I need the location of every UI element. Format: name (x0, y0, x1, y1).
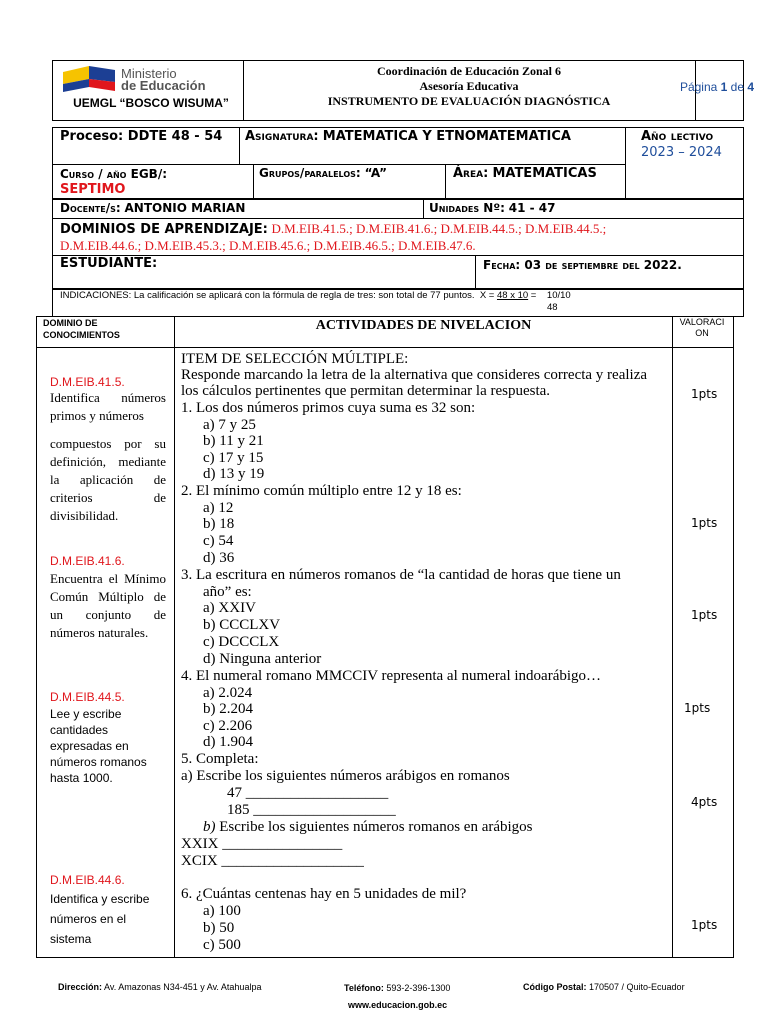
area-value: MATEMATICAS (492, 166, 597, 181)
q6-option-c[interactable]: c) 500 (203, 937, 241, 953)
instructions-line2: los cálculos pertinentes que permitan determinar la respuesta. (181, 383, 551, 399)
q3-option-d[interactable]: d) Ninguna anterior (203, 651, 322, 667)
q1-option-d[interactable]: d) 13 y 19 (203, 466, 265, 482)
points-q5: 4pts (691, 795, 718, 809)
q2-option-d[interactable]: d) 36 (203, 550, 235, 566)
formula-result: 10/10 (546, 290, 571, 301)
domain-code-44-6: D.M.EIB.44.6. (50, 873, 125, 887)
points-q2: 1pts (691, 516, 718, 530)
title-line-3: INSTRUMENTO DE EVALUACIÓN DIAGNÓSTICA (327, 94, 611, 108)
q2-option-c[interactable]: c) 54 (203, 533, 234, 549)
q5a-185-blank[interactable]: 185 ___________________ (227, 802, 396, 818)
page-number: 1 (720, 80, 728, 94)
question-5b: b) Escribe los siguientes números romanos en arábigos (203, 819, 533, 835)
q1-option-c[interactable]: c) 17 y 15 (203, 450, 264, 466)
indicaciones-row (52, 288, 744, 317)
page-total: 4 (747, 80, 755, 94)
domain-text-41-6: Encuentra el Mínimo Común Múltiplo de un conjunto de números naturales. (50, 571, 166, 640)
anio-value: 2023 – 2024 (641, 145, 722, 160)
unidades-label: Unidades Nº: (429, 201, 505, 215)
question-3-line1: 3. La escritura en números romanos de “la cantidad de horas que tiene un (181, 567, 621, 583)
asignatura-value: MATEMATICA Y ETNOMATEMATICA (322, 129, 571, 144)
domain-text-41-5-cont: compuestos por su definición, mediante la aplicación de criterios de divisibilidad. (50, 436, 166, 523)
formula-denominator: 48 (547, 302, 558, 313)
domain-text-44-5: Lee y escribe cantidades expresadas en números romanos hasta 1000. (50, 707, 147, 785)
ministry-logo-icon (61, 64, 119, 94)
q5b-xxix-blank[interactable]: XXIX ________________ (181, 836, 343, 852)
q6-option-a[interactable]: a) 100 (203, 903, 241, 919)
domain-text-44-6: Identifica y escribe números en el sistema (50, 892, 150, 946)
points-q1: 1pts (691, 387, 718, 401)
q4-option-c[interactable]: c) 2.206 (203, 718, 253, 734)
proceso-value: DDTE 48 - 54 (127, 129, 223, 144)
page-prefix: Página (679, 80, 721, 94)
q3-option-b[interactable]: b) CCCLXV (203, 617, 281, 633)
docente-row (52, 199, 744, 219)
item-title: ITEM DE SELECCIÓN MÚLTIPLE: (181, 351, 409, 367)
q5b-xcix-blank[interactable]: XCIX ___________________ (181, 853, 364, 869)
area-label: Área: (453, 166, 489, 181)
footer-website[interactable]: www.educacion.gob.ec (348, 1000, 448, 1010)
logo-text-line2: de Educación (121, 78, 206, 93)
points-q4: 1pts (684, 701, 711, 715)
points-q3: 1pts (691, 608, 718, 622)
grupos-label: Grupos/paralelos: (259, 166, 361, 180)
domain-code-44-5: D.M.EIB.44.5. (50, 690, 125, 704)
page-of: de (727, 80, 748, 94)
question-3-line2: año” es: (203, 584, 252, 600)
info-block-top (52, 127, 744, 199)
q4-option-b[interactable]: b) 2.204 (203, 701, 253, 717)
q3-option-c[interactable]: c) DCCCLX (203, 634, 280, 650)
question-1: 1. Los dos números primos cuya suma es 32 son: (181, 400, 476, 416)
dominios-line2: D.M.EIB.44.6.; D.M.EIB.45.3.; D.M.EIB.45.6.; D.M.EIB.46.5.; D.M.EIB.47.6. (60, 238, 476, 253)
col-header-valoracion: VALORACION (679, 317, 725, 338)
q2-option-b[interactable]: b) 18 (203, 516, 235, 532)
school-name: UEMGL “BOSCO WISUMA” (73, 96, 229, 110)
document-header (52, 60, 755, 121)
curso-value: SEPTIMO (60, 182, 126, 197)
footer-postal: Código Postal: 170507 / Quito-Ecuador (523, 982, 685, 992)
points-q6: 1pts (691, 918, 718, 932)
question-5a: a) Escribe los siguientes números arábigos en romanos (181, 768, 510, 784)
asignatura-label: Asignatura: (245, 129, 319, 144)
col-header-actividades: ACTIVIDADES DE NIVELACION (315, 318, 532, 333)
proceso-label: Proceso: (60, 129, 124, 144)
footer-phone: Teléfono: 593-2-396-1300 (344, 983, 451, 993)
instructions-line1: Responde marcando la letra de la alternativa que consideres correcta y realiza (181, 367, 648, 383)
title-line-2: Asesoría Educativa (419, 79, 519, 93)
logo-cell (53, 61, 244, 120)
formula-numerator: 48 x 10 (496, 290, 529, 301)
title-cell (243, 61, 696, 120)
q1-option-a[interactable]: a) 7 y 25 (203, 417, 256, 433)
activities-table (36, 316, 734, 958)
question-6: 6. ¿Cuántas centenas hay en 5 unidades de mil? (181, 886, 467, 902)
dominios-label: DOMINIOS DE APRENDIZAJE: (60, 222, 268, 237)
q6-option-b[interactable]: b) 50 (203, 920, 235, 936)
question-5: 5. Completa: (181, 751, 259, 767)
curso-label: Curso / año EGB/: (60, 167, 168, 181)
question-2: 2. El mínimo común múltiplo entre 12 y 18 es: (181, 483, 462, 499)
estudiante-label: ESTUDIANTE: (60, 256, 158, 271)
title-line-1: Coordinación de Educación Zonal 6 (376, 64, 562, 78)
domain-code-41-5: D.M.EIB.41.5. (50, 375, 125, 389)
footer-address: Dirección: Av. Amazonas N34-451 y Av. Atahualpa (58, 982, 262, 992)
q1-option-b[interactable]: b) 11 y 21 (203, 433, 264, 449)
logo-text-line1: Ministerio (121, 66, 177, 81)
q4-option-d[interactable]: d) 1.904 (203, 734, 253, 750)
q2-option-a[interactable]: a) 12 (203, 500, 234, 516)
indicaciones-text: INDICACIONES: La calificación se aplicará con la fórmula de regla de tres: son total de 77 puntos. X = 48 x 10 = 10/10 (60, 290, 571, 301)
unidades-value: 41 - 47 (508, 201, 556, 215)
dominios-row (52, 218, 744, 256)
anio-label: Año lectivo (641, 129, 714, 144)
dominios-line1: D.M.EIB.41.5.; D.M.EIB.41.6.; D.M.EIB.44.5.; D.M.EIB.44.5.; (271, 221, 607, 236)
estudiante-row (52, 255, 744, 290)
q3-option-a[interactable]: a) XXIV (203, 600, 256, 616)
question-4: 4. El numeral romano MMCCIV representa al numeral indoarábigo… (181, 668, 602, 684)
page-indicator (679, 61, 755, 120)
docente-label: Docente/s: (60, 201, 121, 215)
q4-option-a[interactable]: a) 2.024 (203, 685, 253, 701)
fecha-value: 03 de septiembre del 2022. (524, 258, 682, 272)
fecha-label: Fecha: (483, 258, 521, 272)
col-header-dominio: DOMINIO DE CONOCIMIENTOS (43, 318, 120, 340)
domain-text-41-5: Identifica números primos y números (50, 390, 166, 423)
q5a-47-blank[interactable]: 47 ___________________ (227, 785, 389, 801)
docente-value: ANTONIO MARIAN (124, 201, 246, 215)
grupos-value: “A” (364, 166, 387, 180)
domain-code-41-6: D.M.EIB.41.6. (50, 554, 125, 568)
